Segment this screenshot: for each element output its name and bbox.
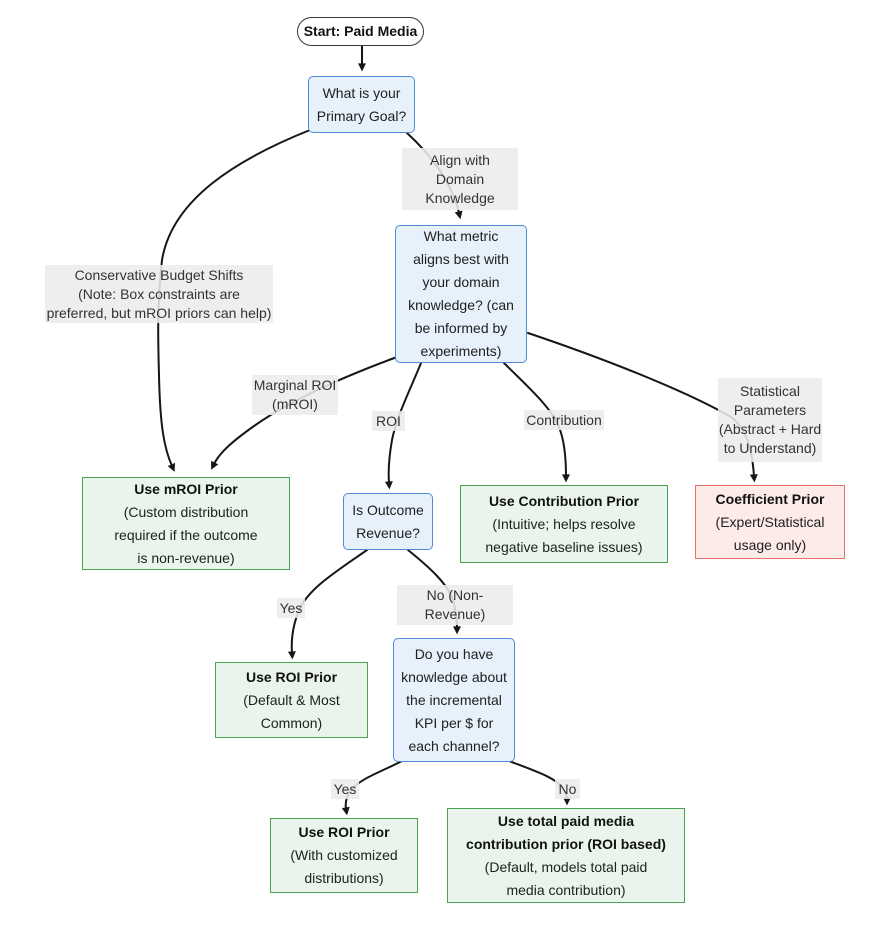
edge-label-yes-revenue: Yes — [277, 598, 305, 618]
edge-label-no-non-revenue: No (Non- Revenue) — [397, 585, 513, 625]
flowchart-node-coefficient-prior: Coefficient Prior (Expert/Statistical usage only) — [695, 485, 845, 559]
edge-label-no-kpi: No — [555, 779, 580, 799]
flowchart-node-kpi-knowledge: Do you have knowledge about the incremental KPI per $ for each channel? — [393, 638, 515, 762]
flowchart-node-is-outcome-revenue: Is Outcome Revenue? — [343, 493, 433, 550]
flowchart-node-mroi-prior: Use mROI Prior (Custom distribution required if the outcome is non-revenue) — [82, 477, 290, 570]
flowchart-node-primary-goal: What is your Primary Goal? — [308, 76, 415, 133]
edge-label-roi: ROI — [372, 411, 405, 431]
flowchart-node-roi-prior-custom: Use ROI Prior (With customized distributions) — [270, 818, 418, 893]
edge-label-contribution: Contribution — [524, 410, 604, 430]
edge-label-align-domain-knowledge: Align with Domain Knowledge — [402, 148, 518, 210]
flowchart-node-contribution-prior: Use Contribution Prior (Intuitive; helps resolve negative baseline issues) — [460, 485, 668, 563]
edge-label-yes-kpi: Yes — [331, 779, 359, 799]
edge-label-statistical-parameters: Statistical Parameters (Abstract + Hard to Understand) — [718, 378, 822, 462]
flowchart-node-start: Start: Paid Media — [297, 17, 424, 46]
edge-label-conservative-budget-shifts: Conservative Budget Shifts (Note: Box constraints are preferred, but mROI priors can help) — [45, 265, 273, 323]
edge-label-marginal-roi: Marginal ROI (mROI) — [252, 375, 338, 415]
flowchart-node-total-contribution-prior: Use total paid media contribution prior (ROI based) (Default, models total paid media contribution) — [447, 808, 685, 903]
flowchart-node-metric-question: What metric aligns best with your domain knowledge? (can be informed by experiments) — [395, 225, 527, 363]
flowchart-node-roi-prior-default: Use ROI Prior (Default & Most Common) — [215, 662, 368, 738]
